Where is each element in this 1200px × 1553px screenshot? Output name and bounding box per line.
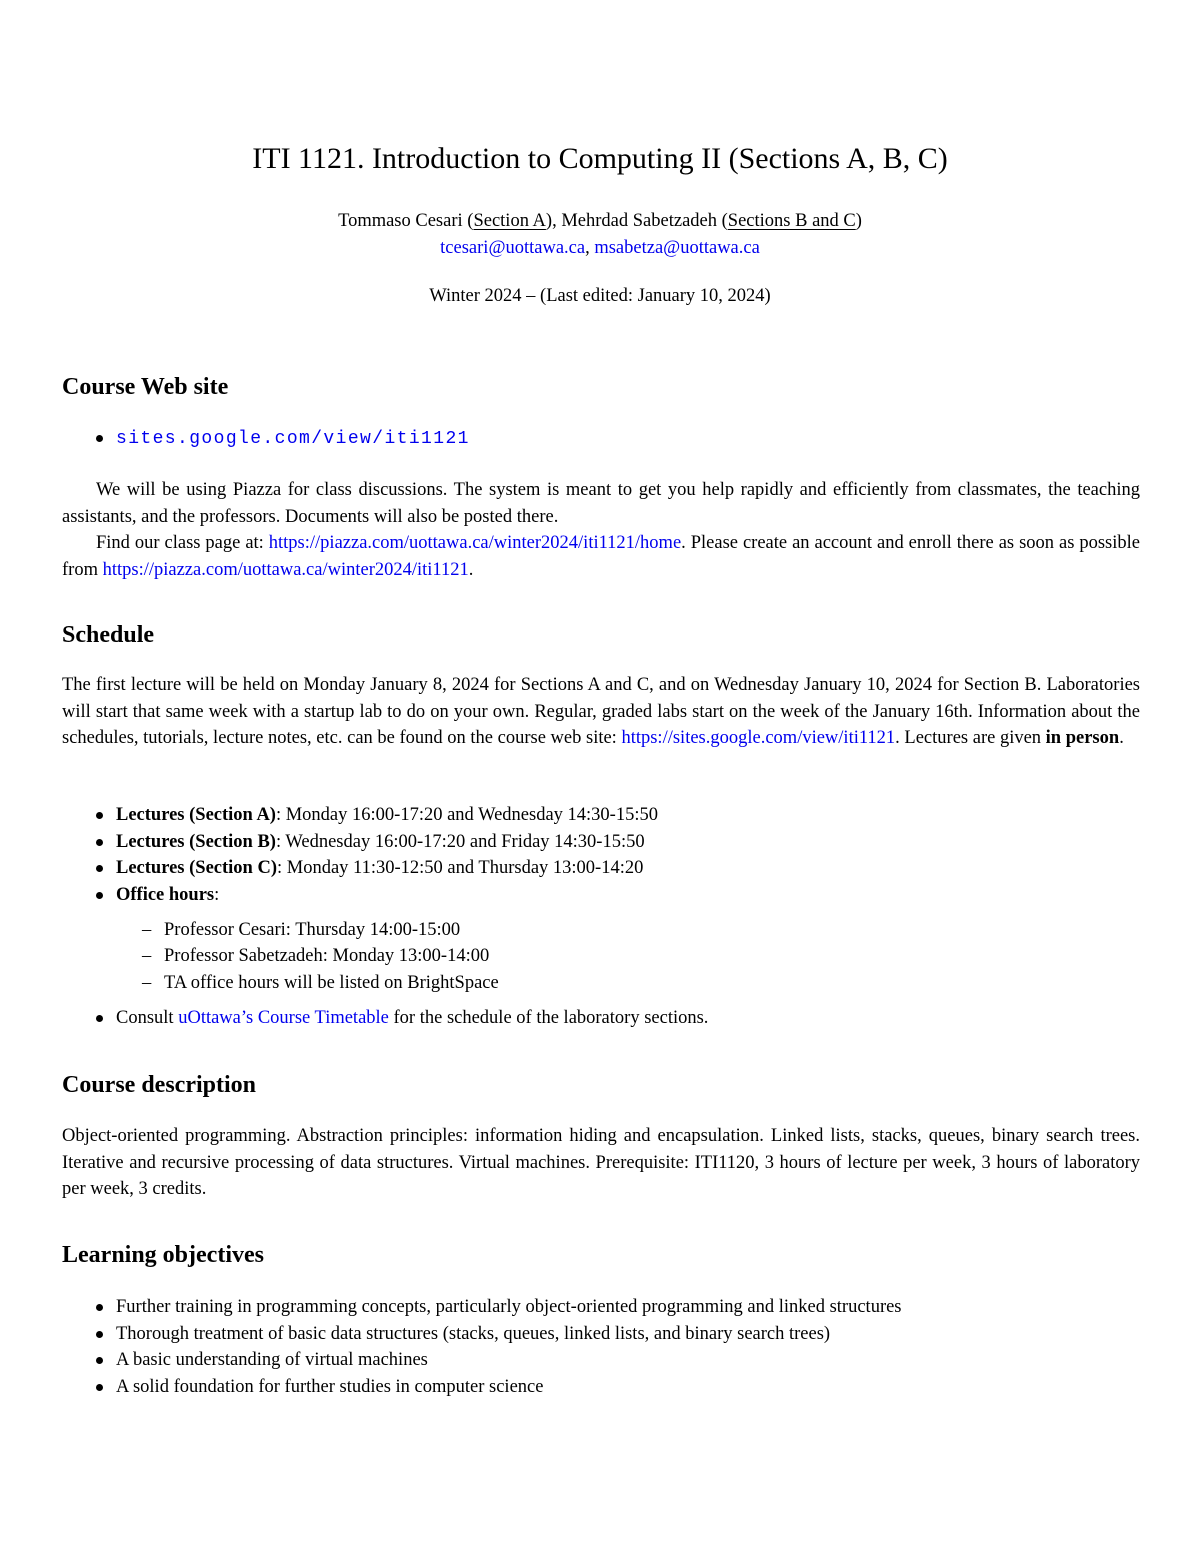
document-title: ITI 1121. Introduction to Computing II (Sections A, B, C): [252, 142, 948, 175]
course-timetable-link[interactable]: uOttawa’s Course Timetable: [178, 1008, 389, 1029]
email-sabetzadeh-link[interactable]: msabetza@uottawa.ca: [594, 238, 760, 258]
author-cesari-section: Section A: [473, 211, 546, 231]
office-hours-list: [116, 917, 1140, 997]
objective-item: Further training in programming concepts, particularly object-oriented programming and linked structures: [62, 1294, 1140, 1321]
piazza-class-page: Find our class page at: https://piazza.com/uottawa.ca/winter2024/iti1121/home. Please create an account and enroll there as soon as possible from https://piazza.com/uottawa.ca/winter2024/iti1121.: [62, 533, 1141, 580]
heading-learning-objectives: Learning objectives: [62, 1242, 264, 1268]
office-hours-sabetzadeh: – Professor Sabetzadeh: Monday 13:00-14:00: [116, 943, 1140, 970]
objective-item: A basic understanding of virtual machines: [62, 1347, 1140, 1374]
objective-item: Thorough treatment of basic data structures (stacks, queues, linked lists, and binary search trees): [62, 1321, 1140, 1348]
list-item: [62, 425, 1140, 453]
lectures-section-b: Lectures (Section B): Wednesday 16:00-17:20 and Friday 14:30-15:50: [62, 829, 1140, 856]
email-cesari-link[interactable]: tcesari@uottawa.ca: [440, 238, 586, 258]
lectures-section-a: Lectures (Section A): Monday 16:00-17:20 and Wednesday 14:30-15:50: [62, 802, 1140, 829]
author-cesari: Tommaso Cesari: [338, 211, 463, 231]
schedule-paragraph: The first lecture will be held on Monday January 8, 2024 for Sections A and C, and on Wednesday January 10, 2024 for Section B. Laboratories will start that same week with a startup lab to do on your own. Regular, graded labs start on the week of the January 16th. Information about the schedules, tutorials, lecture notes, etc. can be found on the course web site: https://sites.google.com/view/iti1121. Lectures are given in person.: [62, 675, 1140, 748]
schedule-list: [62, 802, 1140, 1032]
author-sabetzadeh-sections: Sections B and C: [727, 211, 856, 231]
web-site-list: [62, 425, 1140, 453]
lectures-section-c: Lectures (Section C): Monday 11:30-12:50 and Thursday 13:00-14:20: [62, 855, 1140, 882]
objective-item: A solid foundation for further studies in computer science: [62, 1374, 1140, 1401]
office-hours: Office hours: – Professor Cesari: Thursday 14:00-15:00 – Professor Sabetzadeh: Monday 13:00-14:00 – TA office hours will be listed on BrightSpace: [62, 882, 1140, 996]
piazza-enroll-link[interactable]: https://piazza.com/uottawa.ca/winter2024/iti1121: [102, 559, 469, 580]
term-date: Winter 2024 – (Last edited: January 10, 2024): [429, 286, 771, 306]
heading-course-web-site: Course Web site: [62, 374, 229, 400]
piazza-intro: We will be using Piazza for class discussions. The system is meant to get you help rapidly and efficiently from classmates, the teaching assistants, and the professors. Documents will also be posted there.: [62, 480, 1140, 527]
heading-schedule: Schedule: [62, 622, 155, 648]
course-site-link[interactable]: sites.google.com/view/iti1121: [116, 429, 470, 449]
office-hours-cesari: – Professor Cesari: Thursday 14:00-15:00: [116, 917, 1140, 944]
course-site-url-link[interactable]: https://sites.google.com/view/iti1121: [621, 728, 896, 748]
piazza-home-link[interactable]: https://piazza.com/uottawa.ca/winter2024/iti1121/home: [268, 533, 682, 553]
consult-timetable: Consult uOttawa’s Course Timetable for the schedule of the laboratory sections.: [62, 1005, 1140, 1032]
office-hours-ta: – TA office hours will be listed on BrightSpace: [116, 970, 1140, 997]
in-person-emphasis: in person: [1045, 728, 1120, 748]
course-description-text: Object-oriented programming. Abstraction principles: information hiding and encapsulation. Linked lists, stacks, queues, binary search trees. Iterative and recursive processing of data structures. Virtual machines. Prerequisite: ITI1120, 3 hours of lecture per week, 3 hours of laboratory per week, 3 credits.: [62, 1126, 1140, 1199]
piazza-paragraphs: [62, 477, 1140, 583]
authors-block: Tommaso Cesari (Section A), Mehrdad Sabetzadeh (Sections B and C) tcesari@uottawa.ca, msabetza@uottawa.ca: [338, 211, 862, 258]
objectives-list: [62, 1294, 1140, 1401]
author-sabetzadeh: Mehrdad Sabetzadeh: [561, 211, 717, 231]
heading-course-description: Course description: [62, 1072, 256, 1098]
